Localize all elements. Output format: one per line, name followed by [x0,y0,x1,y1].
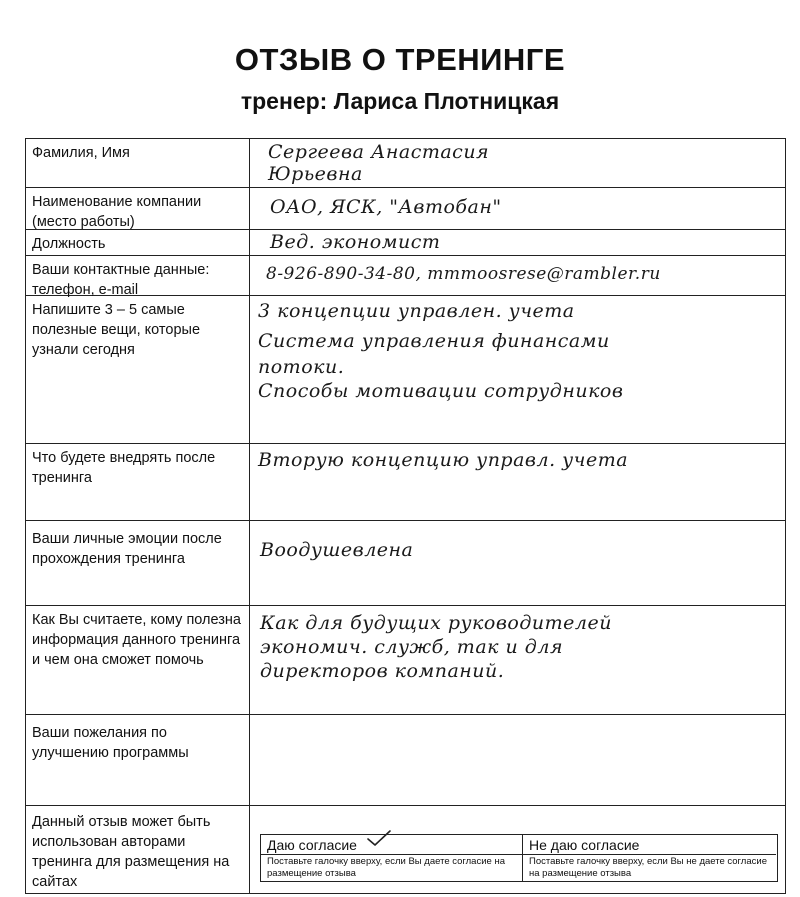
handwritten-line: 8-926-890-34-80, mmmoosrese@rambler.ru [266,264,661,284]
consent-agree-note: Поставьте галочку вверху, если Вы даете согласие на размещение отзыва [267,856,505,879]
field-answer-company[interactable] [250,188,785,229]
handwritten-line: ОАО, ЯСК, "Автобан" [270,196,502,218]
consent-disagree-note: Поставьте галочку вверху, если Вы не даете согласие на размещение отзыва [529,856,767,879]
feedback-form-table [25,138,786,894]
consent-disagree-label: Не даю согласие [523,835,776,855]
field-label-consent: Данный отзыв может быть использован авторами тренинга для размещения на сайтах [26,806,250,893]
handwritten-line: 3 концепции управлен. учета [258,300,575,322]
handwritten-line: Как для будущих руководителей [260,612,612,634]
field-label-implement: Что будете внедрять после тренинга [26,444,250,520]
consent-agree-label: Даю согласие [261,835,522,855]
field-answer-suggestions[interactable] [250,715,785,805]
page-title: ОТЗЫВ О ТРЕНИНГЕ [234,42,566,77]
form-row-contacts [26,256,785,296]
handwritten-line: потоки. [258,356,345,378]
field-label-suggestions: Ваши пожелания по улучшению программы [26,715,250,805]
field-answer-implement[interactable] [250,444,785,520]
checkmark-icon [366,829,392,847]
handwritten-line: Система управления финансами [258,330,610,352]
field-answer-beneficiaries[interactable] [250,606,785,714]
form-row-position [26,230,785,256]
field-answer-emotions[interactable] [250,521,785,605]
handwritten-line: экономич. служб, так и для [260,636,564,658]
handwritten-line: Воодушевлена [260,539,414,561]
form-row-suggestions [26,715,785,806]
trainer-subtitle: тренер: Лариса Плотницкая [240,88,560,114]
form-row-consent [26,806,785,893]
consent-disagree-option[interactable] [523,835,776,881]
field-answer-position[interactable] [250,230,785,255]
field-label-beneficiaries: Как Вы считаете, кому полезна информация данного тренинга и чем она сможет помочь [26,606,250,714]
form-row-emotions [26,521,785,606]
handwritten-line: Способы мотивации сотрудников [258,380,624,402]
form-row-company [26,188,785,230]
field-answer-useful-things[interactable] [250,296,785,443]
field-label-emotions: Ваши личные эмоции после прохождения тренинга [26,521,250,605]
field-label-position: Должность [26,230,250,255]
handwritten-line: Вторую концепцию управл. учета [258,449,629,471]
field-answer-name[interactable] [250,139,785,187]
field-label-contacts: Ваши контактные данные: телефон, e-mail [26,256,250,295]
field-label-useful-things: Напишите 3 – 5 самые полезные вещи, которые узнали сегодня [26,296,250,443]
form-row-name [26,139,785,188]
form-row-implement [26,444,785,521]
field-label-company: Наименование компании (место работы) [26,188,250,229]
form-row-beneficiaries [26,606,785,715]
consent-table [260,834,778,882]
handwritten-line: Юрьевна [268,163,363,185]
form-row-useful-things [26,296,785,444]
consent-agree-option[interactable] [261,835,523,881]
handwritten-line: директоров компаний. [260,660,505,682]
field-label-name: Фамилия, Имя [26,139,250,187]
handwritten-line: Сергеева Анастасия [268,141,490,163]
field-answer-contacts[interactable] [250,256,785,295]
field-answer-consent [250,806,785,893]
handwritten-line: Вед. экономист [270,231,441,253]
